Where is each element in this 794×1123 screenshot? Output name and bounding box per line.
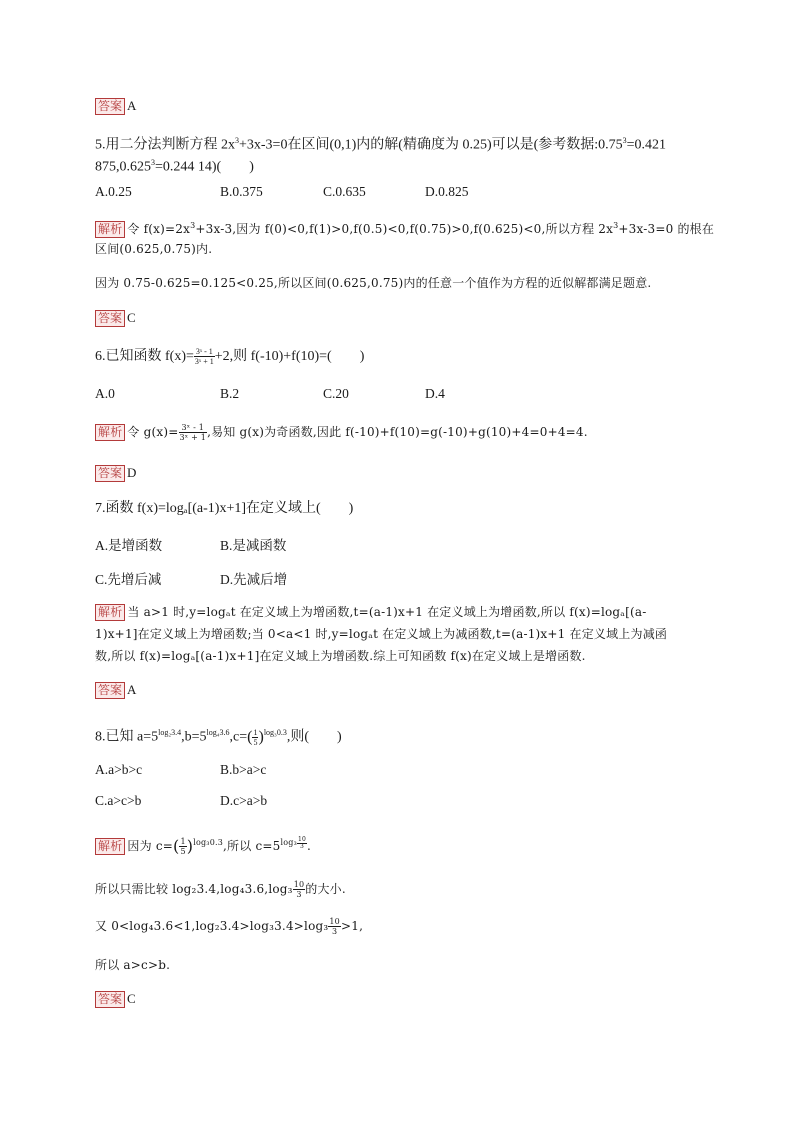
q8-analysis-line2: 所以只需比较 log₂3.4,log₄3.6,log₃ $\frac{10}{3}$ 的大小. — [95, 880, 346, 899]
q7-analysis-line1: 解析 当 a>1 时,y=logₐt 在定义域上为增函数,t=(a-1)x+1 在定义域上为增函数,所以 f(x)=logₐ[(a- — [95, 601, 697, 623]
answer-tag: 答案 — [95, 98, 125, 115]
analysis-tag: 解析 — [95, 424, 125, 441]
q8-c-fraction: $\frac{1}{5}$ — [253, 727, 258, 747]
q5-stem-line2: $875,0.625^3=0.244$ 14)( ) — [95, 158, 254, 175]
q8-option-b: B.b>a>c — [220, 762, 267, 777]
answer-value: C — [127, 991, 136, 1006]
q8-analysis-fraction: $\frac{1}{5}$ — [180, 837, 186, 856]
q7-option-b: B.是减函数 — [220, 538, 287, 553]
q8-answer — [95, 988, 697, 1011]
q6-analysis: 解析 令 g(x)= $\frac{\text{3ˣ - 1}}{\text{3ˣ + 1}}$ ,易知 g(x)为奇函数,因此 f(-10)+f(10)=g(-10)+g(10)+4=0+4=4. — [95, 421, 697, 443]
q7-option-a: A.是增函数 — [95, 538, 163, 553]
q8-option-c: C.a>c>b — [95, 793, 142, 808]
q8-option-d: D.c>a>b — [220, 793, 268, 808]
q8-analysis-line1: 解析 因为 c=( $\frac{1}{5}$ )$^{log_30.3}$,所以 $c=5^{log_3 \frac{10}{3}}$ . — [95, 832, 697, 858]
q5-analysis-line1: 解析 令 $f(x)=2x^3+3x-3$,因为 f(0)<0,f(1)>0,f(0.5)<0,f(0.75)>0,f(0.625)<0,所以方程 $2x^3+3x-3=0$ 的根在 — [95, 215, 697, 240]
q8-analysis-line3: 又 0<log₄3.6<1,log₂3.4>log₃3.4>log₃ $\frac{10}{3}$ >1, — [95, 917, 364, 936]
answer-tag: 答案 — [95, 310, 125, 327]
q5-stem-line1: 5.用二分法判断方程 $2x^3+3x-3=0$在区间(0,1)内的解(精确度为 0.25)可以是(参考数据$:0.75^3=0.421$ — [95, 136, 667, 153]
q7-analysis-line3: 数,所以 f(x)=logₐ[(a-1)x+1]在定义域上为增函数.综上可知函数 f(x)在定义域上是增函数. — [95, 649, 586, 663]
q5-option-c: C.0.635 — [323, 184, 366, 199]
q5-option-a: A.0.25 — [95, 184, 132, 199]
answer-tag: 答案 — [95, 991, 125, 1008]
q7-option-d: D.先减后增 — [220, 572, 288, 587]
q5-answer — [95, 307, 697, 330]
q7-answer — [95, 679, 697, 702]
answer-tag: 答案 — [95, 682, 125, 699]
answer-value: A — [127, 682, 137, 697]
analysis-tag: 解析 — [95, 604, 125, 621]
q8-option-a: A.a>b>c — [95, 762, 143, 777]
q5-analysis-line3: 因为 0.75-0.625=0.125<0.25,所以区间(0.625,0.75)内的任意一个值作为方程的近似解都满足题意. — [95, 276, 652, 290]
q6-option-b: B.2 — [220, 386, 240, 401]
q5-option-b: B.0.375 — [220, 184, 263, 199]
answer-tag: 答案 — [95, 465, 125, 482]
q7-stem: 7.函数 f(x)=logₐ[(a-1)x+1]在定义域上( ) — [95, 501, 354, 516]
q8-stem: 8.已知 $a=5^{log_23.4},b=5^{log_43.6},c=$( $\frac{1}{5}$ )$^{log_30.3}$,则( ) — [95, 727, 342, 747]
q8-analysis-line4: 所以 a>c>b. — [95, 958, 171, 972]
q7-analysis-line2: 1)x+1]在定义域上为增函数;当 0<a<1 时,y=logₐt 在定义域上为减函数,t=(a-1)x+1 在定义域上为减函 — [95, 627, 668, 641]
answer-value: D — [127, 465, 137, 480]
q5-analysis-line2: 区间(0.625,0.75)内. — [95, 242, 213, 256]
analysis-tag: 解析 — [95, 221, 125, 238]
q4-answer — [95, 95, 697, 118]
q6-option-d: D.4 — [425, 386, 445, 401]
q6-analysis-fraction: $\frac{\text{3ˣ - 1}}{\text{3ˣ + 1}}$ — [179, 423, 207, 442]
q6-option-c: C.20 — [323, 386, 349, 401]
q7-option-c: C.先增后减 — [95, 572, 162, 587]
q5-option-d: D.0.825 — [425, 184, 469, 199]
q6-answer — [95, 462, 697, 485]
q6-fraction: $\frac{\text{3ˣ - 1}}{\text{3ˣ + 1}}$ — [194, 347, 214, 367]
answer-value: C — [127, 310, 136, 325]
q6-stem: 6.已知函数 f(x)= $\frac{\text{3ˣ - 1}}{\text{3ˣ + 1}}$ +2,则 f(-10)+f(10)=( ) — [95, 347, 365, 367]
q6-option-a: A.0 — [95, 386, 115, 401]
answer-value: A — [127, 98, 137, 113]
analysis-tag: 解析 — [95, 838, 125, 855]
